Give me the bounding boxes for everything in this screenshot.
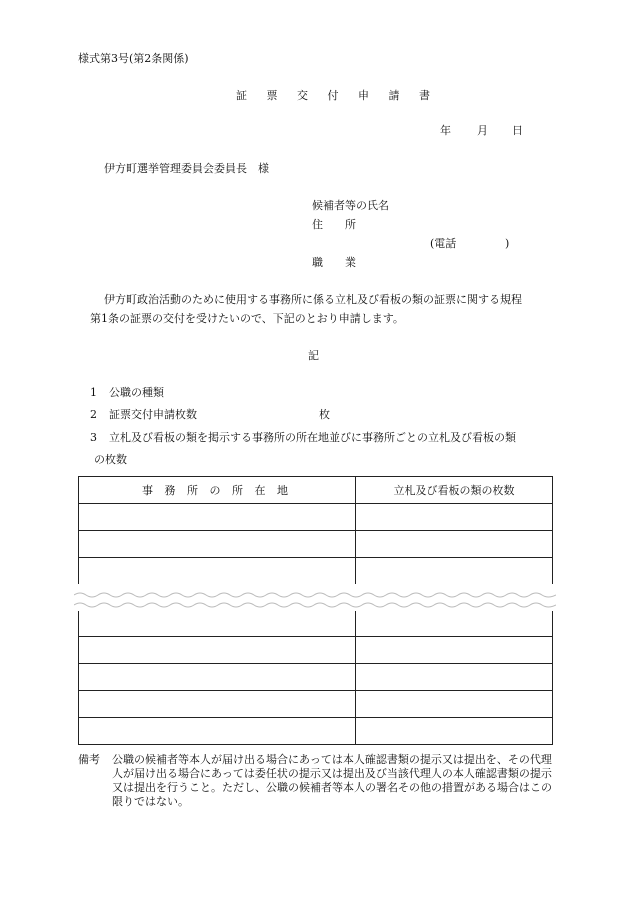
table-cell-location[interactable] xyxy=(79,691,356,718)
table-cell-count[interactable] xyxy=(356,637,553,664)
addressee: 伊方町選挙管理委員会委員長 様 xyxy=(104,162,269,175)
table-cell-location[interactable] xyxy=(79,504,356,531)
remarks-text: 公職の候補者等本人が届け出る場合にあっては本人確認書類の提示又は提出を、その代理人が届け出る場合にあっては委任状の提示又は提出及び当該代理人の本人確認書類の提示又は提出を行うこと。ただし、公職の候補者等本人の署名その他の措置がある場合はこの限りではない。 xyxy=(112,753,552,808)
applicant-address-label: 住 所 xyxy=(312,218,356,231)
intro-line-2: 第1条の証票の交付を受けたいので、下記のとおり申請します。 xyxy=(90,312,404,325)
table-cell-location[interactable] xyxy=(79,558,356,585)
table-cell-location[interactable] xyxy=(79,718,356,745)
document-title: 証 票 交 付 申 請 書 xyxy=(236,89,438,102)
date-day: 日 xyxy=(512,124,523,137)
table-row xyxy=(79,611,553,637)
table-cell-location[interactable] xyxy=(79,637,356,664)
item-3-text: 立札及び看板の類を掲示する事務所の所在地並びに事務所ごとの立札及び看板の類 xyxy=(109,431,516,444)
table-cell-location[interactable] xyxy=(79,664,356,691)
item-3-number: 3 xyxy=(90,431,97,444)
table-cell-count[interactable] xyxy=(356,718,553,745)
table-cell-count[interactable] xyxy=(356,664,553,691)
applicant-phone-close: ) xyxy=(505,237,510,250)
date-year: 年 xyxy=(440,124,451,137)
table-row xyxy=(79,664,553,691)
table-row xyxy=(79,504,553,531)
table-cell-count[interactable] xyxy=(356,531,553,558)
table-row xyxy=(79,718,553,745)
item-1-number: 1 xyxy=(90,386,97,399)
item-2-unit: 枚 xyxy=(319,408,330,421)
table-cell-location[interactable] xyxy=(79,531,356,558)
table-row xyxy=(79,637,553,664)
applicant-name-label: 候補者等の氏名 xyxy=(312,199,389,212)
table-cell-count[interactable] xyxy=(356,691,553,718)
item-3-continuation: の枚数 xyxy=(94,453,127,466)
table-header-row xyxy=(79,477,553,504)
table-break-wave xyxy=(74,583,556,613)
table-row xyxy=(79,558,553,585)
office-table-top xyxy=(78,476,553,584)
table-row xyxy=(79,691,553,718)
table-cell-count[interactable] xyxy=(356,504,553,531)
table-cell-count[interactable] xyxy=(356,558,553,585)
header-office-location: 事 務 所 の 所 在 地 xyxy=(79,477,356,504)
item-1-text: 公職の種類 xyxy=(109,386,164,399)
date-month: 月 xyxy=(477,124,488,137)
remarks-section xyxy=(78,753,558,809)
item-2-number: 2 xyxy=(90,408,97,421)
intro-line-1: 伊方町政治活動のために使用する事務所に係る立札及び看板の類の証票に関する規程 xyxy=(104,293,522,306)
table-row xyxy=(79,531,553,558)
table-cell-count[interactable] xyxy=(356,611,553,637)
item-2-text: 証票交付申請枚数 xyxy=(109,408,197,421)
ki-heading: 記 xyxy=(308,349,319,362)
form-number: 様式第3号(第2条関係) xyxy=(78,52,189,65)
table-cell-location[interactable] xyxy=(79,611,356,637)
header-sign-count: 立札及び看板の類の枚数 xyxy=(356,477,553,504)
applicant-phone-open: (電話 xyxy=(430,237,457,250)
remarks-label: 備考 xyxy=(78,753,100,766)
applicant-occupation-label: 職 業 xyxy=(312,256,356,269)
office-table-bottom xyxy=(78,611,553,745)
